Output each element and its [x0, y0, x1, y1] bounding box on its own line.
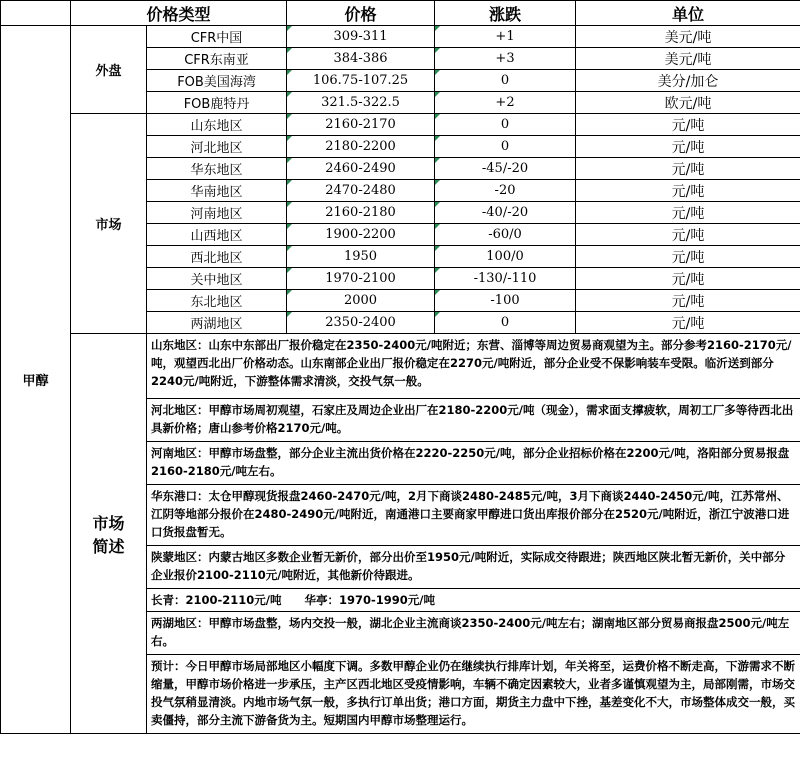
- price-cell: 309-311: [287, 26, 435, 48]
- change-cell: -100: [435, 290, 576, 312]
- region-cell: FOB鹿特丹: [147, 92, 287, 114]
- price-cell: 2180-2200: [287, 136, 435, 158]
- header-price: 价格: [287, 1, 435, 26]
- region-cell: FOB美国海湾: [147, 70, 287, 92]
- unit-cell: 元/吨: [576, 114, 800, 136]
- product-name: 甲醇: [1, 26, 71, 734]
- price-cell: 384-386: [287, 48, 435, 70]
- region-cell: 关中地区: [147, 268, 287, 290]
- price-cell: 1900-2200: [287, 224, 435, 246]
- summary-note-huadong: 华东港口：太仓甲醇现货报盘2460-2470元/吨，2月下商谈2480-2485元/吨，3月下商谈2440-2450元/吨，江苏常州、江阴等地部分报价在2480-2490元/吨附近，南通港口主要商家甲醇进口货出库报价部分在2520元/吨附近，浙江宁波港口进口货报盘暂无。: [147, 485, 800, 546]
- price-cell: 2470-2480: [287, 180, 435, 202]
- unit-cell: 元/吨: [576, 224, 800, 246]
- header-unit: 单位: [576, 1, 800, 26]
- price-cell: 2160-2180: [287, 202, 435, 224]
- change-cell: +2: [435, 92, 576, 114]
- market-category-label: 市场: [71, 114, 147, 334]
- summary-note-lianghu: 两湖地区：甲醇市场盘整，场内交投一般，湖北企业主流商谈2350-2400元/吨左右；湖南地区部分贸易商报盘2500元/吨左右。: [147, 612, 800, 655]
- summary-note-changqing: 长青：2100-2110元/吨 华亭：1970-1990元/吨: [147, 589, 800, 612]
- price-cell: 2160-2170: [287, 114, 435, 136]
- region-cell: 两湖地区: [147, 312, 287, 334]
- change-cell: -45/-20: [435, 158, 576, 180]
- header-blank-cell: [1, 1, 71, 26]
- header-change: 涨跌: [435, 1, 576, 26]
- change-cell: 0: [435, 136, 576, 158]
- unit-cell: 元/吨: [576, 268, 800, 290]
- summary-row: [1, 334, 800, 399]
- summary-note-forecast: 预计：今日甲醇市场局部地区小幅度下调。多数甲醇企业仍在继续执行排库计划，年关将至，运费价格不断走高，下游需求不断缩量，甲醇市场价格进一步承压，主产区西北地区受疫情影响，车辆不确定因素较大，业者多谨慎观望为主，局部刚需，市场交投气氛稍显清淡。内地市场气氛一般，多执行订单出货；港口方面，期货主力盘中下挫，基差变化不大，市场整体成交一般，买卖僵持，部分主流下游备货为主。短期国内甲醇市场整理运行。: [147, 655, 800, 734]
- region-cell: 东北地区: [147, 290, 287, 312]
- change-cell: -130/-110: [435, 268, 576, 290]
- region-cell: CFR东南亚: [147, 48, 287, 70]
- change-cell: 0: [435, 114, 576, 136]
- price-cell: 2000: [287, 290, 435, 312]
- unit-cell: 元/吨: [576, 180, 800, 202]
- unit-cell: 元/吨: [576, 290, 800, 312]
- header-row: [1, 1, 800, 26]
- change-cell: -40/-20: [435, 202, 576, 224]
- region-cell: 山东地区: [147, 114, 287, 136]
- price-cell: 1950: [287, 246, 435, 268]
- change-cell: 0: [435, 70, 576, 92]
- summary-note-hebei: 河北地区：甲醇市场周初观望，石家庄及周边企业出厂在2180-2200元/吨（现金），需求面支撑疲软，周初工厂多等待西北出具新价格；唐山参考价格2170元/吨。: [147, 399, 800, 442]
- unit-cell: 美元/吨: [576, 48, 800, 70]
- summary-category-label: [71, 334, 147, 734]
- summary-note-shandong: 山东地区：山东中东部出厂报价稳定在2350-2400元/吨附近；东营、淄博等周边贸易商观望为主。部分参考2160-2170元/吨，观望西北出厂价格动态。山东南部企业出厂报价稳定在2270元/吨附近，部分企业受不保影响装车受限。临沂送到部分2240元/吨附近，下游整体需求清淡，交投气氛一般。: [147, 334, 800, 399]
- price-cell: 2350-2400: [287, 312, 435, 334]
- table-row: [1, 26, 800, 48]
- price-cell: 106.75-107.25: [287, 70, 435, 92]
- region-cell: 河北地区: [147, 136, 287, 158]
- header-price-type: 价格类型: [71, 1, 287, 26]
- price-cell: 321.5-322.5: [287, 92, 435, 114]
- external-category-label: 外盘: [71, 26, 147, 114]
- price-cell: 2460-2490: [287, 158, 435, 180]
- region-cell: 华东地区: [147, 158, 287, 180]
- unit-cell: 美分/加仑: [576, 70, 800, 92]
- unit-cell: 元/吨: [576, 202, 800, 224]
- region-cell: 西北地区: [147, 246, 287, 268]
- unit-cell: 欧元/吨: [576, 92, 800, 114]
- unit-cell: 元/吨: [576, 158, 800, 180]
- region-cell: 山西地区: [147, 224, 287, 246]
- change-cell: -60/0: [435, 224, 576, 246]
- change-cell: +3: [435, 48, 576, 70]
- unit-cell: 美元/吨: [576, 26, 800, 48]
- summary-note-henan: 河南地区：甲醇市场盘整，部分企业主流出货价格在2220-2250元/吨，部分企业招标价格在2200元/吨，洛阳部分贸易报盘2160-2180元/吨左右。: [147, 442, 800, 485]
- summary-note-shaanmeng: 陕蒙地区：内蒙古地区多数企业暂无新价，部分出价至1950元/吨附近，实际成交待跟进；陕西地区陕北暂无新价，关中部分企业报价2100-2110元/吨附近，其他新价待跟进。: [147, 546, 800, 589]
- region-cell: CFR中国: [147, 26, 287, 48]
- table-row: [1, 114, 800, 136]
- summary-label-line1: 市场: [92, 513, 125, 533]
- price-cell: 1970-2100: [287, 268, 435, 290]
- unit-cell: 元/吨: [576, 136, 800, 158]
- summary-label-line2: 简述: [92, 536, 125, 556]
- unit-cell: 元/吨: [576, 246, 800, 268]
- unit-cell: 元/吨: [576, 312, 800, 334]
- region-cell: 华南地区: [147, 180, 287, 202]
- region-cell: 河南地区: [147, 202, 287, 224]
- change-cell: +1: [435, 26, 576, 48]
- change-cell: -20: [435, 180, 576, 202]
- change-cell: 100/0: [435, 246, 576, 268]
- change-cell: 0: [435, 312, 576, 334]
